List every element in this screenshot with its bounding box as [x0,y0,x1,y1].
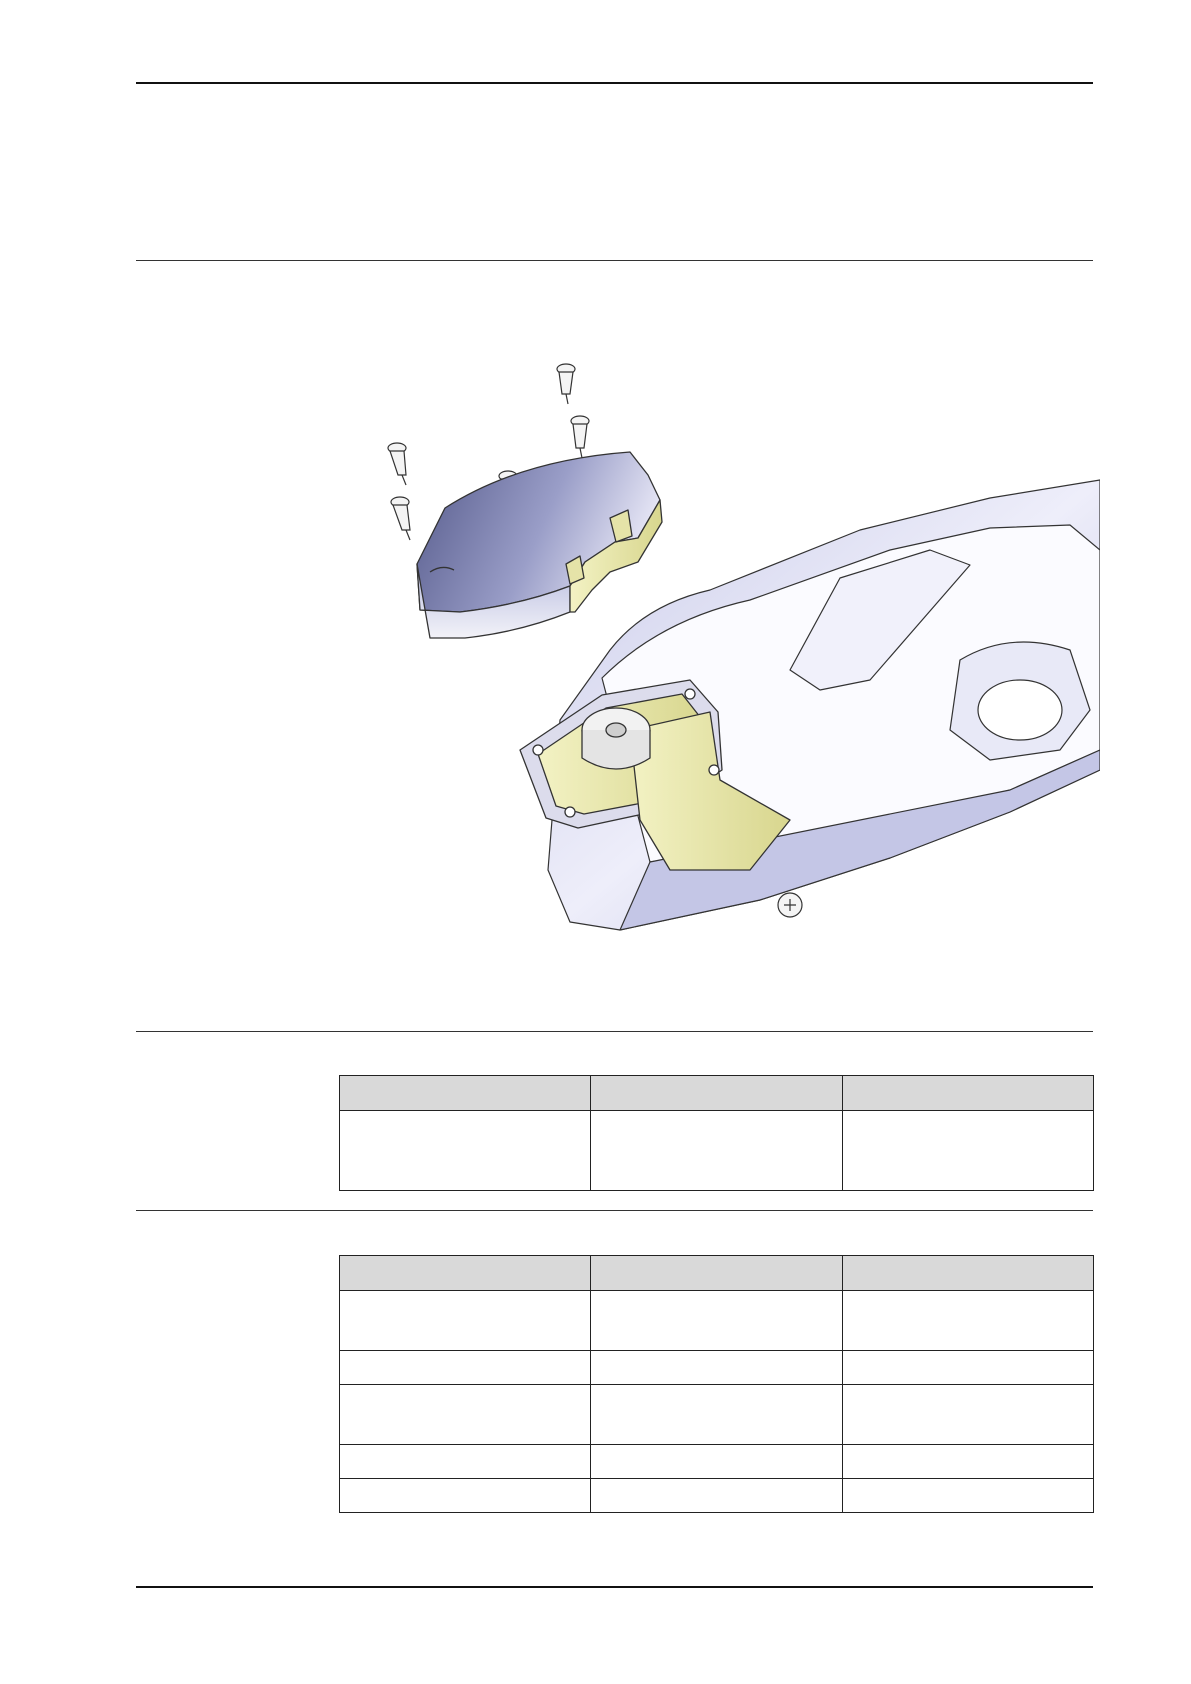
exploded-cover-illustration [370,350,1100,975]
table-row [340,1111,1094,1191]
table-header-cell [842,1256,1093,1291]
table-cell [340,1385,591,1445]
table-cell [591,1291,842,1351]
table-row [340,1351,1094,1385]
table-1 [339,1075,1094,1191]
section-rule-1 [136,260,1093,261]
table-header-cell [842,1076,1093,1111]
table-header-cell [591,1256,842,1291]
table-row [340,1291,1094,1351]
table-cell [591,1385,842,1445]
table-cell [340,1479,591,1513]
cover-plate [417,452,662,638]
table-row [340,1385,1094,1445]
screw-icon [388,443,406,485]
screw-icon [571,416,589,458]
header-rule [136,82,1093,84]
table-header-row [340,1256,1094,1291]
footer-rule [136,1586,1093,1588]
section-rule-2 [136,1031,1093,1032]
table-cell [842,1385,1093,1445]
table-header-row [340,1076,1094,1111]
table-cell [340,1445,591,1479]
table-cell [842,1291,1093,1351]
screw-icon [391,497,410,540]
table-cell [340,1111,591,1191]
table-cell [842,1351,1093,1385]
table-cell [591,1111,842,1191]
table-cell [842,1479,1093,1513]
table-cell [591,1445,842,1479]
table-row [340,1479,1094,1513]
table-header-cell [340,1256,591,1291]
table-header-cell [340,1076,591,1111]
section-rule-3 [136,1210,1093,1211]
screw-icon [557,364,575,404]
table-cell [591,1351,842,1385]
table-row [340,1445,1094,1479]
table-header-cell [591,1076,842,1111]
table-cell [340,1351,591,1385]
table-cell [591,1479,842,1513]
table-cell [340,1291,591,1351]
table-cell [842,1445,1093,1479]
table-cell [842,1111,1093,1191]
table-2 [339,1255,1094,1513]
